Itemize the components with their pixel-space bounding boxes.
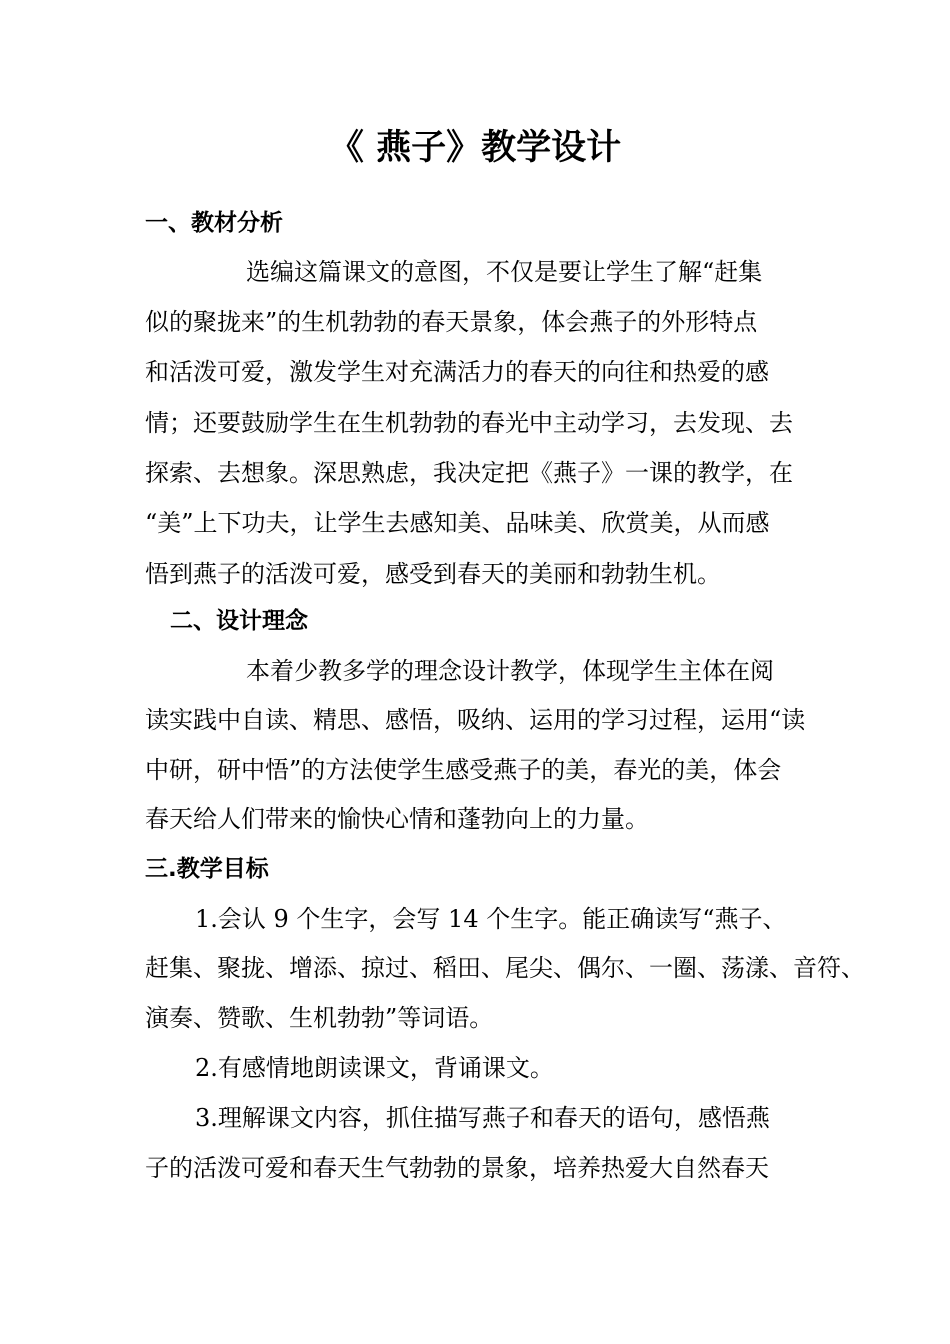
paragraph-line: 探索、去想象。深思熟虑，我决定把《燕子》一课的教学，在 <box>145 459 793 487</box>
goal-item-line: 1.会认 9 个生字，会写 14 个生字。能正确读写“燕子、 <box>195 905 787 933</box>
paragraph-line: 似的聚拢来”的生机勃勃的春天景象，体会燕子的外形特点 <box>145 308 758 336</box>
goal-item-line: 2.有感情地朗读课文，背诵课文。 <box>195 1054 554 1082</box>
paragraph-line: “美”上下功夫，让学生去感知美、品味美、欣赏美，从而感 <box>145 509 770 537</box>
goal-item-line: 演奏、赞歌、生机勃勃”等词语。 <box>145 1004 494 1032</box>
paragraph-line: 情；还要鼓励学生在生机勃勃的春光中主动学习，去发现、去 <box>145 409 793 437</box>
section-heading-design-concept: 二、设计理念 <box>170 608 308 634</box>
document-title: 《 燕子》教学设计 <box>328 128 622 168</box>
paragraph-line: 和活泼可爱，激发学生对充满活力的春天的向往和热爱的感 <box>145 358 769 386</box>
paragraph-line: 本着少教多学的理念设计教学，体现学生主体在阅 <box>246 657 774 685</box>
paragraph-line: 选编这篇课文的意图，不仅是要让学生了解“赶集 <box>246 258 763 286</box>
goal-item-line: 3.理解课文内容，抓住描写燕子和春天的语句，感悟燕 <box>195 1104 770 1132</box>
section-heading-teaching-goals: 三.教学目标 <box>145 856 269 882</box>
goal-item-line: 子的活泼可爱和春天生气勃勃的景象，培养热爱大自然春天 <box>145 1154 769 1182</box>
paragraph-line: 春天给人们带来的愉快心情和蓬勃向上的力量。 <box>145 805 649 833</box>
paragraph-line: 悟到燕子的活泼可爱，感受到春天的美丽和勃勃生机。 <box>145 560 721 588</box>
paragraph-line: 中研，研中悟”的方法使学生感受燕子的美，春光的美，体会 <box>145 756 782 784</box>
goal-item-line: 赶集、聚拢、增添、掠过、稻田、尾尖、偶尔、一圈、荡漾、音符、 <box>145 954 865 982</box>
section-heading-textbook-analysis: 一、教材分析 <box>145 210 283 236</box>
paragraph-line: 读实践中自读、精思、感悟，吸纳、运用的学习过程，运用“读 <box>145 706 806 734</box>
